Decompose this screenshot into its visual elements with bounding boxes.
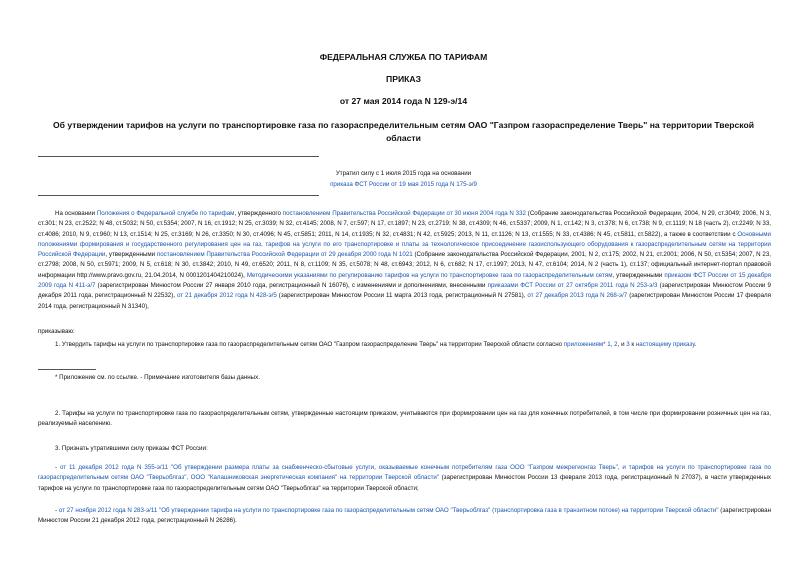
repealed-order-2	[38, 506, 771, 527]
text: (зарегистрирован Минюстом России 11 марта 2013 года, регистрационный N 27581),	[276, 292, 528, 300]
link-appendix-3[interactable]: 3	[626, 341, 630, 348]
divider	[38, 156, 319, 157]
item-1	[38, 340, 771, 350]
item-3: 3. Признать утратившими силу приказы ФСТ России:	[55, 445, 208, 452]
text: (Собрание законодательства Российской Федерации, 2001, N 2, ст.175; 2002, N 21, ст.2001; 2006, N 50, ст.5354; 2007, N 23, ст.2798; 2008, N 50, ст.5971; 2009, N 5, ст.618; N 30, ст.3842; 2010, N 49, ст.6520; 2011, N 8, ст.1109; N 35, ст.5078; N 48, ст.6943; 2012, N 6, ст.682; N 17, ст.1997; 2013, N 47, ст.6104; 2014, N 2 (часть 1), ст.137; официальный интернет-портал правовой информации http://www.pravo.gov.ru, 21.04.2014, N 0001201404210024),	[38, 251, 771, 279]
link-gov-decree-1021[interactable]: постановлением Правительства Российской Федерации от 29 декабря 2000 года N 1021	[156, 251, 413, 259]
text: , и	[617, 341, 627, 348]
footnote-divider	[38, 369, 96, 370]
divider	[38, 195, 319, 196]
text: (зарегистрирован Минюстом России 13 февраля 2013 года, регистрационный N 27037), в части утвержденных тарифов на услуги по транспортировке газа по газораспределительным сетям ОАО "Тверьоблгаз" на территории Тверской области;	[38, 474, 771, 492]
text: -	[55, 464, 60, 471]
link-order-283[interactable]: от 27 ноября 2012 года N 283-э/11 "Об утверждении тарифа на услуги по транспортировке газа по газораспределительным сетям ОАО "Тверьоблгаз" (транспортировка газа в транзитном потоке) на территории Тверской области"	[58, 507, 719, 514]
link-order-355[interactable]: от 11 декабря 2012 года N 355-э/11 "Об утверждении размера платы за снабженческо-сбытовые услуги, оказываемые конечным потребителям газа ООО "Газпром межрегионгаз Тверь", и тарифов на услуги по транспортировке газа по газораспределительным сетям ОАО "Тверьоблгаз", ООО "Калашниковская энергетическая компания" на территории Тверской области"	[38, 464, 771, 482]
agency-name: ФЕДЕРАЛЬНАЯ СЛУЖБА ПО ТАРИФАМ	[319, 52, 488, 62]
link-methodical-guidelines[interactable]: Методическими указаниями по регулированию тарифов на услуги по транспортировке газа по газораспределительным сетям	[246, 271, 613, 279]
status-text: Утратил силу с 1 июля 2015 года на основании	[335, 170, 472, 177]
text: (Собрание законодательства Российской Федерации, 2004, N 29, ст.3049; 2006, N 3, ст.301; N 23, ст.2522; N 48, ст.5032; N 50, ст.5354; 2007, N 16, ст.1912; N 25, ст.3039; N 32, ст.4145; 2008, N 7, ст.597; N 17, ст.1897; N 23, ст.2719; N 38, ст.4309; N 46, ст.5337; 2009, N 1, ст.142; N 3, ст.378; N 6, ст.738; N 9, ст.1119; N 18 (часть 2), ст.2249; N 33, ст.4086; 2010, N 9, ст.960; N 13, ст.1514; N 25, ст.3169; N 26, ст.3350; N 30, ст.4096; N 45, ст.5851; 2011, N 14, ст.1935; N 32, ст.4831; N 42, ст.5925; 2013, N 11, ст.1126; N 13, ст.1555; N 33, ст.4386; N 45, ст.5811, ст.5822), а также в соответствии с	[38, 210, 771, 238]
repealed-order-1	[38, 463, 771, 494]
link-gov-decree-332[interactable]: постановлением Правительства Российской Федерации от 30 июня 2004 года N 332	[282, 210, 526, 217]
text: .	[694, 341, 697, 348]
link-fst-regulation[interactable]: Положения о Федеральной службе по тарифам	[96, 210, 235, 217]
link-this-order[interactable]: настоящему приказу	[635, 341, 695, 348]
text: -	[55, 507, 59, 514]
text: (зарегистрирован Минюстом России 21 декабря 2012 года, регистрационный N 26286).	[38, 507, 772, 525]
footnote: * Приложение см. по ссылке. - Примечание изготовителя базы данных.	[55, 374, 260, 381]
text: (зарегистрирован Минюстом России 17 февраля 2014 года, регистрационный N 31340),	[38, 292, 771, 310]
link-appendix-2[interactable]: 2	[614, 341, 618, 348]
document-date: от 27 мая 2014 года N 129-э/14	[339, 96, 468, 106]
text: , утвержденного	[234, 210, 283, 217]
text: , утвержденными	[105, 251, 157, 259]
link-order-428[interactable]: от 21 декабря 2012 года N 428-э/5	[176, 292, 277, 300]
document-type: ПРИКАЗ	[386, 74, 421, 84]
document-title: Об утверждении тарифов на услуги по транспортировке газа по газораспределительным сетям ОАО "Газпром газораспределение Тверь" на территории Тверской области	[52, 120, 755, 143]
link-appendix-1[interactable]: приложениям* 1	[563, 341, 611, 348]
link-basic-provisions[interactable]: Основными положениями формирования и государственного регулирования цен на газ, тарифов на услуги по его транспортировке и платы за технологическое присоединение газоиспользующего оборудования к газораспределительным сетям на территории Российской Федерации	[38, 230, 771, 259]
text: 1. Утвердить тарифы на услуги по транспортировке газа по газораспределительным сетям ОАО "Газпром газораспределение Тверь" на территории Тверской области согласно	[55, 341, 564, 348]
orders-word: приказываю:	[38, 328, 75, 335]
link-order-253[interactable]: приказами ФСТ России от 27 октября 2011 года N 253-э/3	[487, 282, 658, 290]
repeal-order-link[interactable]: приказа ФСТ России от 19 мая 2015 года N 175-э/9	[330, 181, 477, 188]
link-order-411[interactable]: приказом ФСТ России от 15 декабря 2009 года N 411-э/7	[38, 271, 771, 290]
text: (зарегистрирован Минюстом России 9 декабря 2011 года, регистрационный N 22532),	[38, 282, 771, 300]
preamble-paragraph	[38, 209, 771, 312]
item-2: 2. Тарифы на услуги по транспортировке газа по газораспределительным сетям, утвержденные настоящим приказом, учитываются при формировании цен на газ для конечных потребителей, в том числе при формировании розничных цен на газ, реализуемый населению.	[38, 410, 771, 428]
text: , утвержденными	[612, 271, 665, 279]
text: к	[629, 341, 636, 348]
link-order-268[interactable]: от 27 декабря 2013 года N 268-э/7	[527, 292, 628, 300]
text: ,	[610, 341, 615, 348]
status-link-line	[0, 181, 807, 188]
text: (зарегистрирован Минюстом России 27 января 2010 года, регистрационный N 16076), с изменениями и дополнениями, внесенными	[95, 282, 488, 290]
text: На основании	[55, 210, 97, 217]
